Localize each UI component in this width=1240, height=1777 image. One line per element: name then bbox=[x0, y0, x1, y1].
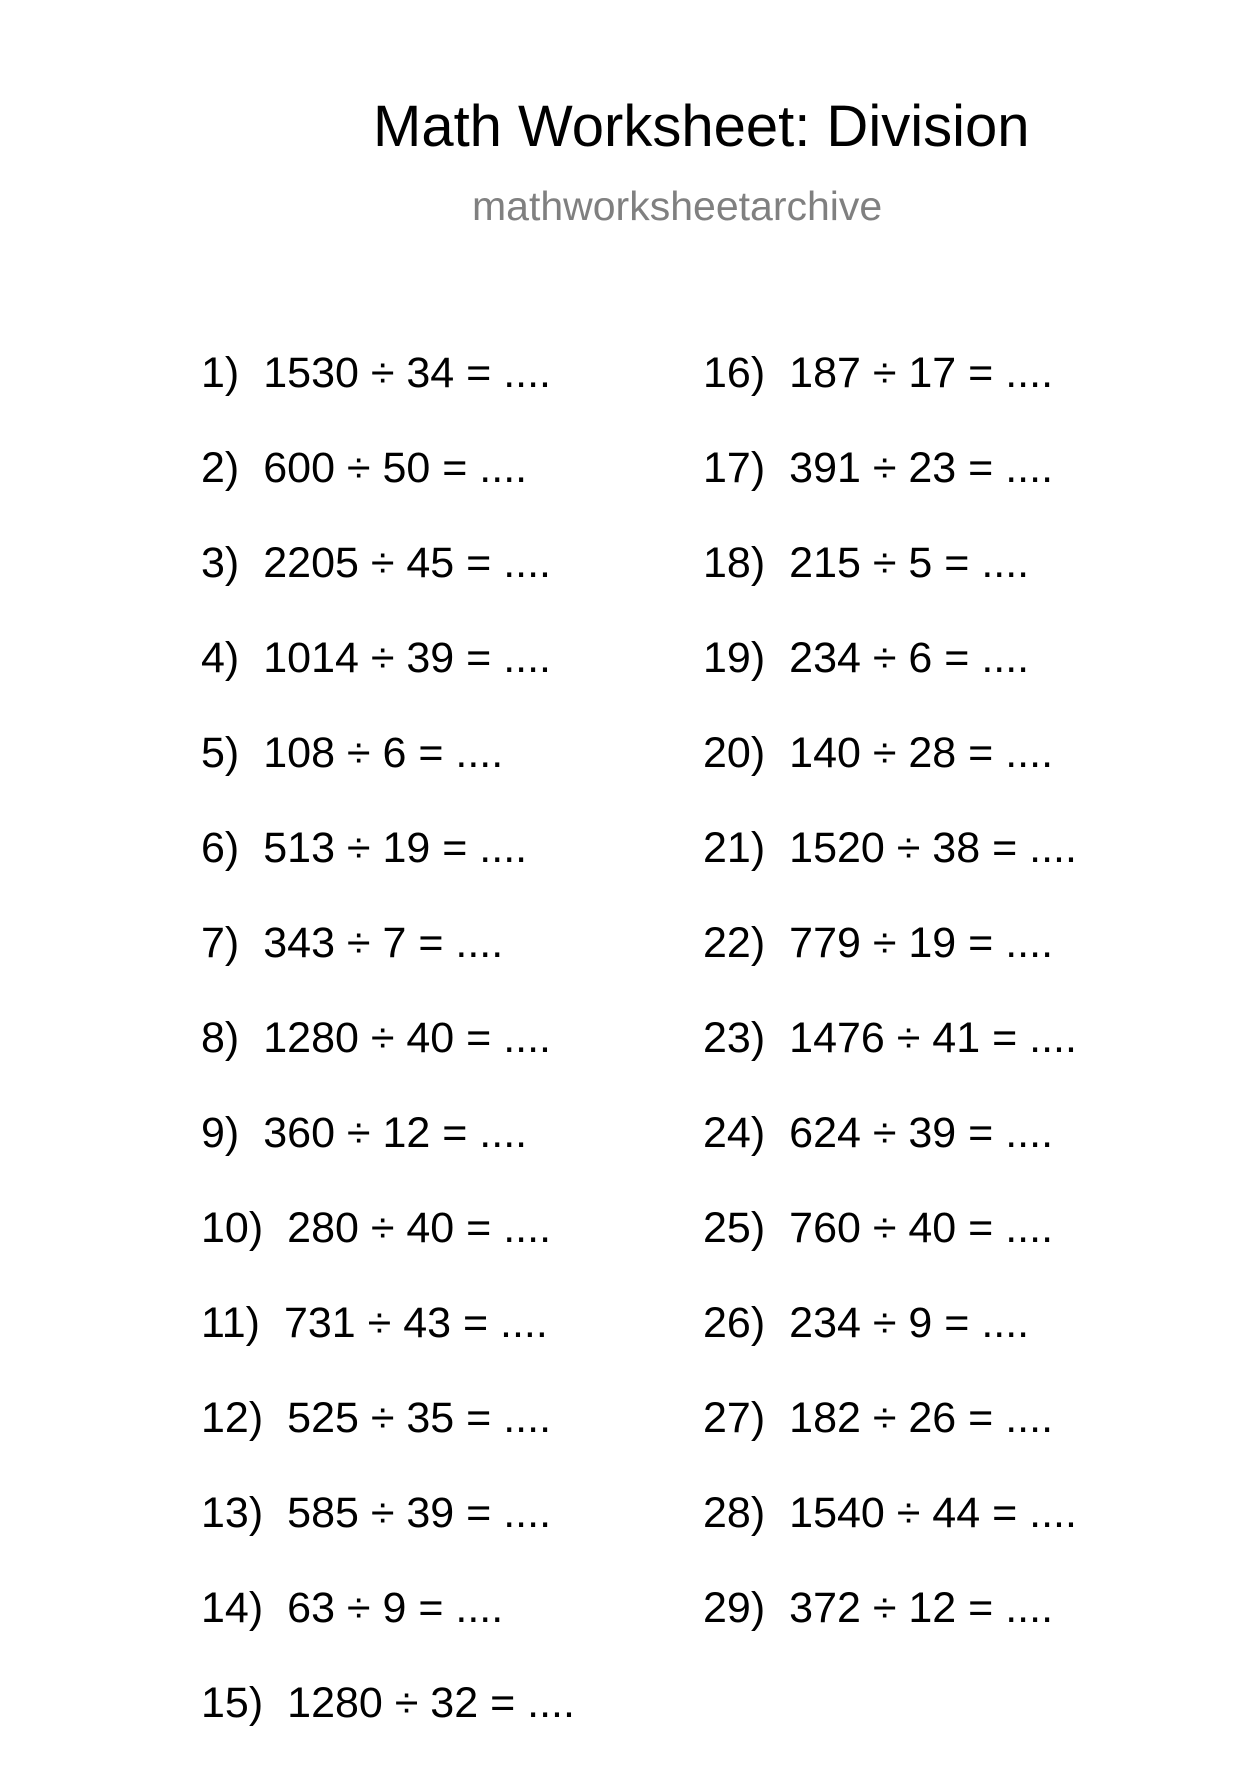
problem-item bbox=[201, 1109, 701, 1207]
problem-item bbox=[703, 1204, 1203, 1302]
problem-item bbox=[703, 349, 1203, 447]
problem-item bbox=[703, 1394, 1203, 1492]
problem-number: 29) bbox=[703, 1584, 766, 1632]
problem-item bbox=[703, 1299, 1203, 1397]
page-title: Math Worksheet: Division bbox=[373, 94, 1030, 159]
problem-item bbox=[201, 634, 701, 732]
problem-number: 4) bbox=[201, 634, 240, 682]
problem-item bbox=[201, 349, 701, 447]
problem-number: 25) bbox=[703, 1204, 766, 1252]
problem-number: 17) bbox=[703, 444, 766, 492]
page-subtitle: mathworksheetarchive bbox=[472, 183, 883, 229]
problem-expression: 525 ÷ 35 = .... bbox=[287, 1394, 552, 1442]
problem-expression: 624 ÷ 39 = .... bbox=[789, 1109, 1054, 1157]
problem-number: 18) bbox=[703, 539, 766, 587]
problem-expression: 760 ÷ 40 = .... bbox=[789, 1204, 1054, 1252]
problem-number: 6) bbox=[201, 824, 240, 872]
problem-item bbox=[201, 1584, 701, 1682]
problem-expression: 600 ÷ 50 = .... bbox=[263, 444, 528, 492]
problem-expression: 1476 ÷ 41 = .... bbox=[789, 1014, 1077, 1062]
problem-expression: 1280 ÷ 32 = .... bbox=[287, 1679, 575, 1727]
problem-expression: 2205 ÷ 45 = .... bbox=[263, 539, 552, 587]
problem-number: 28) bbox=[703, 1489, 766, 1537]
problem-number: 23) bbox=[703, 1014, 766, 1062]
problem-number: 16) bbox=[703, 349, 766, 397]
problem-number: 26) bbox=[703, 1299, 766, 1347]
problem-item bbox=[703, 539, 1203, 637]
problem-item bbox=[201, 539, 701, 637]
problem-number: 1) bbox=[201, 349, 240, 397]
problem-item bbox=[201, 919, 701, 1017]
problem-item bbox=[703, 824, 1203, 922]
problem-number: 24) bbox=[703, 1109, 766, 1157]
problem-item bbox=[201, 444, 701, 542]
problem-expression: 63 ÷ 9 = .... bbox=[287, 1584, 504, 1632]
problem-expression: 585 ÷ 39 = .... bbox=[287, 1489, 552, 1537]
problem-expression: 360 ÷ 12 = .... bbox=[263, 1109, 528, 1157]
problem-item bbox=[201, 1204, 701, 1302]
problem-item bbox=[201, 1299, 701, 1397]
problem-expression: 1014 ÷ 39 = .... bbox=[263, 634, 552, 682]
problem-number: 10) bbox=[201, 1204, 264, 1252]
problem-number: 7) bbox=[201, 919, 240, 967]
problem-item bbox=[201, 1394, 701, 1492]
problem-number: 27) bbox=[703, 1394, 766, 1442]
problem-expression: 234 ÷ 6 = .... bbox=[789, 634, 1030, 682]
problem-item bbox=[703, 1014, 1203, 1112]
problem-item bbox=[201, 1489, 701, 1587]
problem-item bbox=[703, 634, 1203, 732]
problem-number: 14) bbox=[201, 1584, 264, 1632]
problem-number: 13) bbox=[201, 1489, 264, 1537]
problem-expression: 1540 ÷ 44 = .... bbox=[789, 1489, 1077, 1537]
problem-expression: 1280 ÷ 40 = .... bbox=[263, 1014, 552, 1062]
problem-number: 21) bbox=[703, 824, 766, 872]
problem-number: 19) bbox=[703, 634, 766, 682]
problem-number: 8) bbox=[201, 1014, 240, 1062]
problem-expression: 140 ÷ 28 = .... bbox=[789, 729, 1054, 777]
problem-number: 9) bbox=[201, 1109, 240, 1157]
problem-number: 12) bbox=[201, 1394, 264, 1442]
problem-expression: 731 ÷ 43 = .... bbox=[283, 1299, 548, 1347]
problem-expression: 391 ÷ 23 = .... bbox=[789, 444, 1054, 492]
problem-number: 5) bbox=[201, 729, 240, 777]
problem-expression: 182 ÷ 26 = .... bbox=[789, 1394, 1054, 1442]
problem-item bbox=[703, 919, 1203, 1017]
problem-item bbox=[703, 1584, 1203, 1682]
problem-expression: 343 ÷ 7 = .... bbox=[263, 919, 504, 967]
problem-item bbox=[703, 1489, 1203, 1587]
problem-item bbox=[703, 729, 1203, 827]
problem-expression: 779 ÷ 19 = .... bbox=[789, 919, 1054, 967]
problem-expression: 1520 ÷ 38 = .... bbox=[789, 824, 1077, 872]
problem-expression: 108 ÷ 6 = .... bbox=[263, 729, 504, 777]
problem-item bbox=[703, 1109, 1203, 1207]
problem-expression: 513 ÷ 19 = .... bbox=[263, 824, 528, 872]
problem-number: 22) bbox=[703, 919, 766, 967]
problem-expression: 234 ÷ 9 = .... bbox=[789, 1299, 1030, 1347]
problem-item bbox=[201, 824, 701, 922]
problem-item bbox=[201, 729, 701, 827]
problem-number: 2) bbox=[201, 444, 240, 492]
problem-expression: 215 ÷ 5 = .... bbox=[789, 539, 1030, 587]
problem-expression: 187 ÷ 17 = .... bbox=[789, 349, 1054, 397]
problem-expression: 372 ÷ 12 = .... bbox=[789, 1584, 1054, 1632]
problem-column-right bbox=[703, 349, 1203, 1682]
problem-item bbox=[703, 444, 1203, 542]
problem-number: 15) bbox=[201, 1679, 264, 1727]
problem-number: 3) bbox=[201, 539, 240, 587]
problem-number: 11) bbox=[201, 1299, 260, 1347]
problem-expression: 280 ÷ 40 = .... bbox=[287, 1204, 552, 1252]
problem-number: 20) bbox=[703, 729, 766, 777]
problem-item bbox=[201, 1014, 701, 1112]
problem-expression: 1530 ÷ 34 = .... bbox=[263, 349, 552, 397]
problem-item bbox=[201, 1679, 701, 1777]
problem-column-left bbox=[201, 349, 701, 1777]
